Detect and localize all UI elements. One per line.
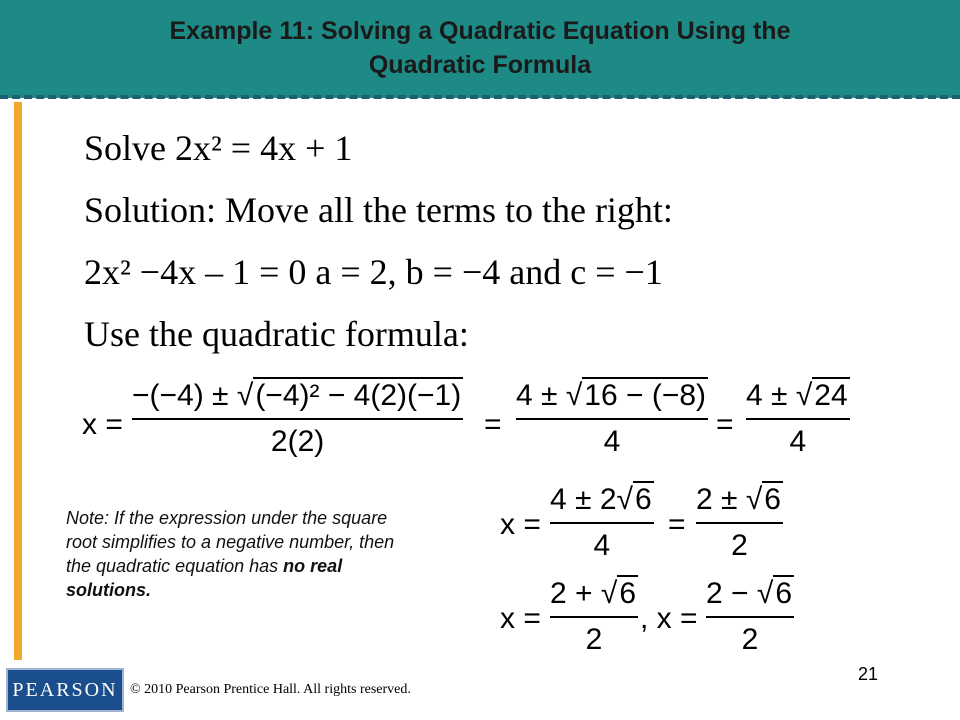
formula1-f2-den: 4 <box>603 425 621 458</box>
problem-statement: Solve 2x² = 4x + 1 <box>84 128 353 168</box>
formula-instruction: Use the quadratic formula: <box>84 314 469 354</box>
slide-title-line-1: Example 11: Solving a Quadratic Equation Using the <box>169 17 791 45</box>
formula2-fraction-2 <box>696 482 783 564</box>
formula1-f1-num: −(−4) ± <box>132 379 237 412</box>
formula2-f2-den: 2 <box>731 529 748 562</box>
formula3-f1-radicand: 6 <box>619 577 637 610</box>
slide-title <box>40 14 920 82</box>
orange-side-accent-bar <box>14 102 22 660</box>
note-text <box>66 506 396 602</box>
sqrt-symbol: √ <box>745 483 763 516</box>
note-emphasis: no real solutions. <box>66 556 343 600</box>
formula3-f1-num: 2 + <box>550 577 601 610</box>
formula3-f1-den: 2 <box>585 623 603 656</box>
formula1-f2-radicand: 16 − (−8) <box>584 379 707 412</box>
solution-step-text: Solution: Move all the terms to the right: <box>84 190 673 230</box>
sqrt-symbol: √ <box>756 577 774 610</box>
formula1-equals-3: = <box>716 408 734 441</box>
formula2-fraction-1 <box>550 482 654 564</box>
slide-title-line-2: Quadratic Formula <box>368 51 592 79</box>
sqrt-symbol: √ <box>236 379 254 412</box>
formula1-f1-radicand: (−4)² − 4(2)(−1) <box>255 379 462 412</box>
formula1-f2-num: 4 ± <box>516 379 566 412</box>
copyright-notice: © 2010 Pearson Prentice Hall. All rights reserved. <box>130 682 411 697</box>
formula2-lhs: x = <box>500 508 541 541</box>
slide-header <box>0 0 960 98</box>
formula1-f3-radicand: 24 <box>814 379 848 412</box>
sqrt-symbol: √ <box>616 483 633 516</box>
formula2-equals-2: = <box>668 508 686 541</box>
formula2-f1-num: 4 ± 2 <box>550 483 617 516</box>
formula3-separator: , x = <box>640 602 698 635</box>
sqrt-symbol: √ <box>565 379 583 412</box>
formula3-f2-num: 2 − <box>706 577 757 610</box>
formula1-f3-den: 4 <box>789 425 807 458</box>
formula2-f2-radicand: 6 <box>764 483 781 516</box>
formula1-fraction-1 <box>132 378 463 460</box>
sqrt-symbol: √ <box>600 577 618 610</box>
formula1-fraction-3 <box>746 378 850 460</box>
formula2-f1-den: 4 <box>593 529 611 562</box>
standard-form-coefficients: 2x² −4x – 1 = 0 a = 2, b = −4 and c = −1 <box>84 252 663 292</box>
slide-page-number: 21 <box>858 664 879 684</box>
note-body: Note: If the expression under the square root simplifies to a negative number, then the quadratic equation has <box>66 508 395 576</box>
header-dashed-divider <box>0 95 960 99</box>
formula1-lhs: x = <box>82 408 123 441</box>
pearson-logo: PEARSON <box>6 668 124 712</box>
formula1-equals-2: = <box>484 408 502 441</box>
formula2-f2-num: 2 ± <box>696 483 746 516</box>
sqrt-symbol: √ <box>795 379 813 412</box>
formula1-f3-num: 4 ± <box>746 379 796 412</box>
formula2-f1-radicand: 6 <box>634 483 652 516</box>
formula3-lhs: x = <box>500 602 541 635</box>
formula1-f1-den: 2(2) <box>270 425 325 458</box>
formula3-fraction-2 <box>706 576 794 658</box>
formula3-f2-den: 2 <box>741 623 759 656</box>
formula1-fraction-2 <box>516 378 708 460</box>
formula3-fraction-1 <box>550 576 638 658</box>
formula3-f2-radicand: 6 <box>775 577 793 610</box>
